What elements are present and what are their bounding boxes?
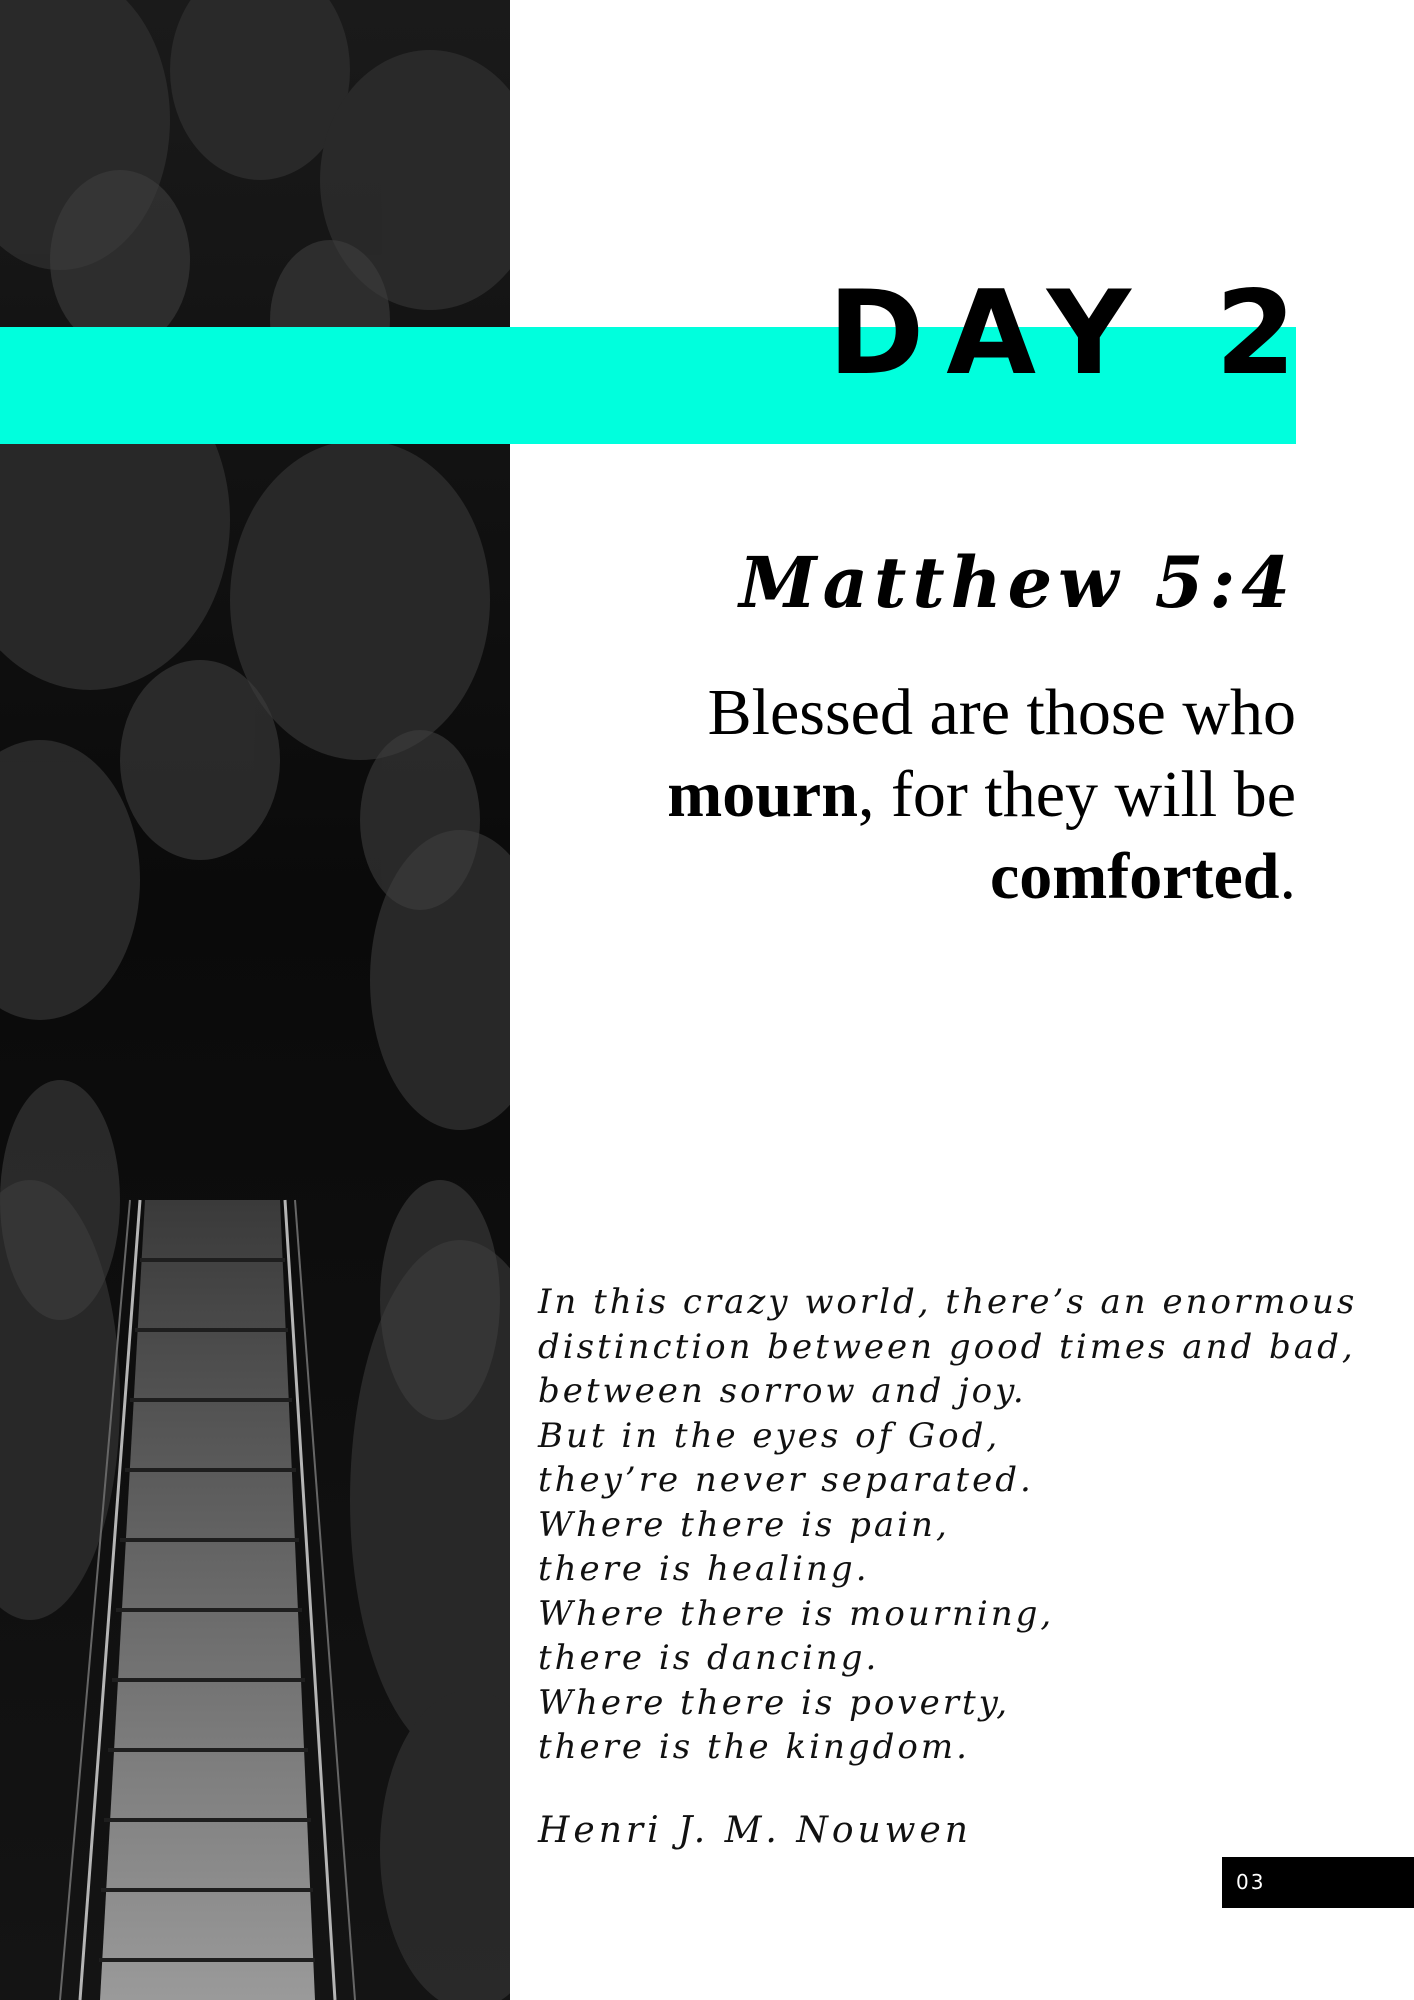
day-title: DAY 2 xyxy=(827,266,1318,401)
verse-text-part: . xyxy=(1279,840,1296,913)
page-number: 03 xyxy=(1222,1857,1414,1908)
verse-emphasis-mourn: mourn xyxy=(667,758,858,831)
quote-line: Where there is pain, xyxy=(538,1504,950,1545)
quote-line: there is dancing. xyxy=(538,1638,880,1678)
quote-line: But in the eyes of God, xyxy=(538,1415,1001,1456)
quote-line: there is healing. xyxy=(538,1549,870,1589)
quote-text xyxy=(538,1280,1388,1770)
quote-author: Henri J. M. Nouwen xyxy=(538,1810,972,1851)
quote-line: they’re never separated. xyxy=(538,1460,1034,1500)
quote-line: between sorrow and joy. xyxy=(538,1371,1027,1411)
forest-bridge-photo xyxy=(0,0,510,2000)
verse-text-part: , for they will be xyxy=(857,758,1296,831)
quote-line: Where there is poverty, xyxy=(538,1682,1011,1723)
quote-line: Where there is mourning, xyxy=(538,1593,1055,1634)
verse-emphasis-comforted: comforted xyxy=(989,840,1280,913)
verse-text xyxy=(576,672,1296,918)
verse-reference: Matthew 5:4 xyxy=(739,541,1296,624)
verse-text-part: Blessed are those who xyxy=(707,676,1296,749)
quote-line: In this crazy world, there’s an enormous xyxy=(538,1282,1358,1322)
quote-line: there is the kingdom. xyxy=(538,1727,970,1767)
quote-line: distinction between good times and bad, xyxy=(538,1326,1356,1367)
